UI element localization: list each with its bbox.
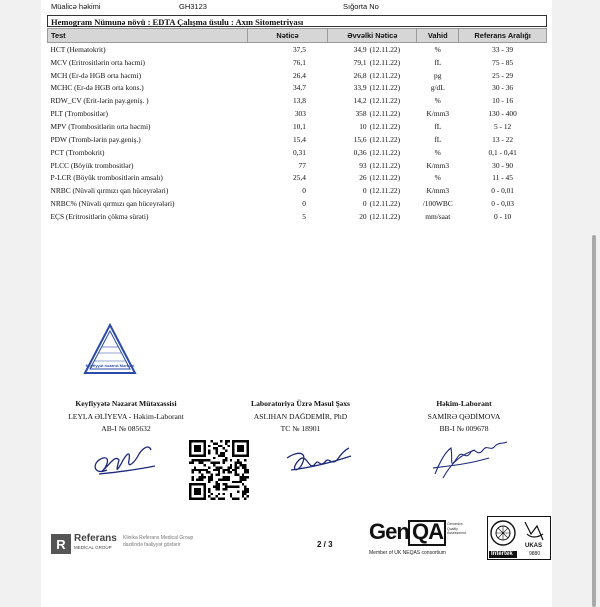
previous-result: 0,36 bbox=[353, 147, 367, 157]
col-result: Nəticə bbox=[247, 29, 328, 43]
previous-date: (12.11.22) bbox=[369, 83, 401, 93]
unit-value: K/mm3 bbox=[426, 160, 450, 170]
reference-range: 0 - 0,01 bbox=[491, 186, 515, 196]
reference-range: 0 - 0,03 bbox=[491, 199, 515, 209]
ukas-badge bbox=[487, 516, 551, 560]
table-row bbox=[48, 184, 547, 197]
result-value: 5 bbox=[302, 211, 306, 221]
signatory-1 bbox=[41, 398, 211, 436]
signatory-2-title: Laboratoriya Üzrə Məsul Şəxs bbox=[251, 399, 350, 408]
test-name: PLCC (Böyük trombositlər) bbox=[50, 160, 134, 170]
genqa-logo bbox=[369, 519, 474, 559]
unit-value: fL bbox=[434, 134, 442, 144]
table-row bbox=[48, 133, 547, 146]
reference-range: 10 - 16 bbox=[492, 96, 514, 106]
previous-date: (12.11.22) bbox=[369, 211, 401, 221]
test-name: PDW (Tromb-lərin pay.geniş.) bbox=[50, 134, 141, 144]
previous-value bbox=[328, 146, 417, 159]
page-number: 2 / 3 bbox=[317, 540, 333, 549]
result-value: 76,1 bbox=[292, 57, 306, 67]
previous-value bbox=[328, 184, 417, 197]
signatory-1-id: AB-I № 085632 bbox=[101, 424, 151, 433]
genqa-small: Genomics Quality Assessment bbox=[447, 522, 467, 535]
result-value: 37,5 bbox=[292, 44, 306, 54]
intertek-label: Intertek bbox=[491, 551, 513, 557]
previous-result: 26,8 bbox=[353, 70, 367, 80]
reference-range: 30 - 90 bbox=[492, 160, 514, 170]
previous-date: (12.11.22) bbox=[369, 44, 401, 54]
unit-value: % bbox=[434, 173, 441, 183]
table-row bbox=[48, 159, 547, 172]
report-page bbox=[41, 0, 552, 607]
previous-date: (12.11.22) bbox=[369, 147, 401, 157]
result-value: 0 bbox=[302, 186, 306, 196]
reference-range: 30 - 36 bbox=[492, 83, 514, 93]
col-test: Test bbox=[48, 29, 248, 43]
unit-value: % bbox=[434, 147, 441, 157]
previous-value bbox=[328, 171, 417, 184]
reference-range: 13 - 22 bbox=[492, 134, 514, 144]
result-value: 10,1 bbox=[292, 121, 306, 131]
brand-desc-2: daxilində fəaliyyət göstərir bbox=[123, 542, 181, 548]
doctor-code: GH3123 bbox=[179, 2, 207, 11]
qr-code-icon[interactable] bbox=[189, 440, 249, 500]
header-row bbox=[49, 2, 549, 14]
previous-result: 15,6 bbox=[353, 134, 367, 144]
brand-desc-1: Klinika Referans Medical Group bbox=[123, 535, 194, 541]
doctor-label: Müalicə həkimi bbox=[51, 2, 101, 11]
unit-value: g/dL bbox=[430, 83, 445, 93]
col-reference: Referans Aralığı bbox=[459, 29, 547, 43]
test-name: MPV (Trombositlərin orta həcmi) bbox=[50, 121, 151, 131]
table-row bbox=[48, 56, 547, 69]
previous-date: (12.11.22) bbox=[369, 173, 401, 183]
unit-value: fL bbox=[434, 121, 442, 131]
result-value: 15,4 bbox=[292, 134, 306, 144]
previous-date: (12.11.22) bbox=[369, 57, 401, 67]
previous-value bbox=[328, 82, 417, 95]
previous-value bbox=[328, 56, 417, 69]
test-name: RDW_CV (Erit-lərin pay.geniş. ) bbox=[50, 96, 149, 106]
signatory-3-name: SAMİRƏ QƏDİMOVA bbox=[427, 411, 501, 421]
ukas-number: 9880 bbox=[529, 551, 541, 557]
test-name: NRBC% (Nüvəli qırmızı qan hüceyrələri) bbox=[50, 199, 175, 209]
previous-result: 358 bbox=[355, 109, 367, 119]
previous-date: (12.11.22) bbox=[369, 121, 401, 131]
previous-date: (12.11.22) bbox=[369, 160, 401, 170]
quality-center-logo bbox=[82, 323, 138, 379]
table-row bbox=[48, 210, 547, 223]
svg-text:R: R bbox=[56, 537, 66, 552]
genqa-member: Member of UK NEQAS consortium bbox=[369, 550, 446, 556]
table-row bbox=[48, 94, 547, 107]
test-name: HCT (Hematokrit) bbox=[50, 44, 106, 54]
previous-result: 26 bbox=[359, 173, 367, 183]
reference-range: 0,1 - 0,41 bbox=[488, 147, 517, 157]
col-unit: Vahid bbox=[417, 29, 459, 43]
table-row bbox=[48, 171, 547, 184]
section-title: Hemogram Nümunə növü : EDTA Çalışma üsulu : Axın Sitometriyası bbox=[47, 15, 547, 27]
previous-value bbox=[328, 120, 417, 133]
result-value: 303 bbox=[294, 109, 306, 119]
previous-value bbox=[328, 210, 417, 223]
previous-value bbox=[328, 197, 417, 210]
table-row bbox=[48, 146, 547, 159]
result-value: 26,4 bbox=[292, 70, 306, 80]
signature-2-icon bbox=[279, 442, 355, 482]
previous-result: 14,2 bbox=[353, 96, 367, 106]
col-previous: Əvvəlki Nəticə bbox=[328, 29, 417, 43]
test-name: PLT (Trombositlər) bbox=[50, 109, 108, 119]
signatory-3-id: BB-I № 009678 bbox=[439, 424, 489, 433]
genqa-qa: QA bbox=[412, 519, 443, 544]
unit-value: pg bbox=[434, 70, 442, 80]
reference-range: 75 - 85 bbox=[492, 57, 514, 67]
referans-brand bbox=[49, 532, 209, 558]
result-value: 77 bbox=[298, 160, 306, 170]
previous-value bbox=[328, 133, 417, 146]
test-name: P-LCR (Böyük trombositlərin əmsalı) bbox=[50, 173, 163, 183]
previous-date: (12.11.22) bbox=[369, 199, 401, 209]
reference-range: 130 - 400 bbox=[488, 109, 517, 119]
table-row bbox=[48, 43, 547, 56]
brand-sub: MEDICAL GROUP bbox=[74, 545, 112, 550]
unit-value: fL bbox=[434, 57, 442, 67]
previous-result: 20 bbox=[359, 211, 367, 221]
unit-value: % bbox=[434, 96, 441, 106]
unit-value: K/mm3 bbox=[426, 109, 450, 119]
table-row bbox=[48, 69, 547, 82]
brand-name: Referans bbox=[74, 533, 117, 544]
signatory-2-name: ASLIHAN DAĞDEMİR, PhD bbox=[253, 411, 348, 421]
previous-value bbox=[328, 43, 417, 56]
results-table bbox=[47, 28, 547, 223]
table-header-row bbox=[48, 29, 547, 43]
svg-text:Keyfiyyət nəzarət Mərkəzi: Keyfiyyət nəzarət Mərkəzi bbox=[85, 363, 135, 368]
result-value: 0,31 bbox=[292, 147, 306, 157]
result-value: 25,4 bbox=[292, 173, 306, 183]
previous-date: (12.11.22) bbox=[369, 109, 401, 119]
previous-date: (12.11.22) bbox=[369, 70, 401, 80]
signatory-1-name: LEYLA ƏLİYEVA - Həkim-Laborant bbox=[68, 411, 184, 421]
signature-3-icon bbox=[429, 438, 513, 484]
referans-logo-icon bbox=[51, 534, 71, 554]
scrollbar[interactable] bbox=[592, 235, 596, 607]
signatory-2 bbox=[213, 398, 388, 436]
table-row bbox=[48, 197, 547, 210]
previous-value bbox=[328, 107, 417, 120]
signatory-2-id: TC № 18901 bbox=[280, 424, 321, 433]
unit-value: % bbox=[434, 44, 441, 54]
test-name: MCH (Er-də HGB orta həcmi) bbox=[50, 70, 142, 80]
genqa-gen: Gen bbox=[369, 519, 409, 544]
unit-value: mm/saat bbox=[425, 211, 451, 221]
unit-value: K/mm3 bbox=[426, 186, 450, 196]
previous-result: 79,1 bbox=[353, 57, 367, 67]
test-name: MCHC (Er-də HGB orta kons.) bbox=[50, 83, 144, 93]
table-row bbox=[48, 107, 547, 120]
result-value: 0 bbox=[302, 199, 306, 209]
result-value: 13,8 bbox=[292, 96, 306, 106]
previous-value bbox=[328, 159, 417, 172]
test-name: PCT (Trombokrit) bbox=[50, 147, 105, 157]
previous-result: 34,9 bbox=[353, 44, 367, 54]
reference-range: 25 - 29 bbox=[492, 70, 514, 80]
signatory-3 bbox=[389, 398, 539, 436]
test-name: NRBC (Nüvəli qırmızı qan hüceyrələri) bbox=[50, 186, 169, 196]
reference-range: 11 - 45 bbox=[492, 173, 513, 183]
previous-date: (12.11.22) bbox=[369, 134, 401, 144]
signature-1-icon bbox=[89, 440, 159, 482]
previous-result: 93 bbox=[359, 160, 367, 170]
reference-range: 33 - 39 bbox=[492, 44, 514, 54]
table-row bbox=[48, 82, 547, 95]
test-name: MCV (Eritrositlərin orta həcmi) bbox=[50, 57, 145, 67]
previous-result: 10 bbox=[359, 121, 367, 131]
previous-result: 33,9 bbox=[353, 83, 367, 93]
insurance-label: Sığorta No bbox=[343, 2, 379, 11]
signatory-3-title: Həkim-Laborant bbox=[436, 399, 492, 408]
reference-range: 0 - 10 bbox=[493, 211, 512, 221]
table-row bbox=[48, 120, 547, 133]
previous-date: (12.11.22) bbox=[369, 96, 401, 106]
previous-date: (12.11.22) bbox=[369, 186, 401, 196]
test-name: EÇS (Eritrositlərin çökmə sürəti) bbox=[50, 211, 149, 221]
triangle-logo-icon bbox=[82, 323, 138, 379]
previous-result: 0 bbox=[362, 199, 367, 209]
result-value: 34,7 bbox=[292, 83, 306, 93]
ukas-text: UKAS bbox=[525, 543, 543, 549]
previous-result: 0 bbox=[362, 186, 367, 196]
previous-value bbox=[328, 94, 417, 107]
reference-range: 5 - 12 bbox=[493, 121, 512, 131]
unit-value: /100WBC bbox=[422, 199, 453, 209]
signatory-1-title: Keyfiyyətə Nəzarət Mütəxəssisi bbox=[75, 399, 177, 408]
previous-value bbox=[328, 69, 417, 82]
